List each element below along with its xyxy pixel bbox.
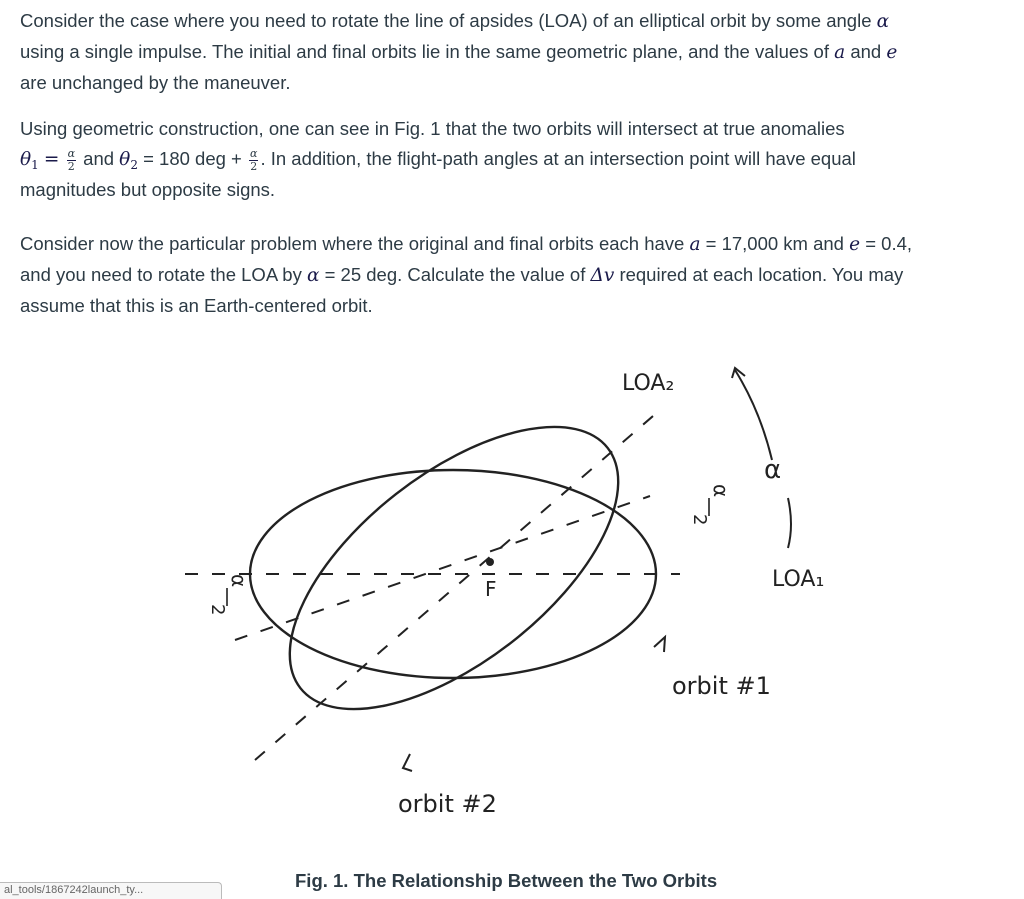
p2-sub2: 2 [130, 158, 138, 172]
p2-theta2: θ [119, 149, 131, 170]
p3-text-1: Consider now the particular problem where the original and final orbits each have [20, 233, 685, 254]
p2-frac1-num: α [67, 146, 76, 160]
half-alpha-right-num: α [709, 484, 733, 498]
p2-text-2: . In addition, the flight-path angles at an intersection point will have equal [260, 148, 856, 169]
p2-equals: = [43, 149, 60, 170]
p3-e-value: = 0.4, [865, 233, 913, 254]
half-alpha-left [207, 574, 251, 615]
paragraph-2 [20, 114, 1010, 205]
p2-frac2-den: 2 [250, 159, 258, 173]
p2-frac1-den: 2 [67, 159, 75, 173]
paragraph-3 [20, 229, 1010, 321]
orbit2-pointer-icon [403, 754, 412, 771]
p3-text-4: assume that this is an Earth-centered orbit. [20, 295, 373, 316]
p2-frac2-num: α [250, 146, 258, 160]
orbit1-label: orbit #1 [672, 672, 771, 700]
p3-a: a [689, 234, 701, 255]
half-alpha-dashed-line [235, 496, 650, 640]
p3-delta-v: Δv [590, 265, 615, 286]
p1-alpha: α [876, 11, 890, 32]
orbit1-pointer-icon [654, 637, 665, 652]
p2-text-1: Using geometric construction, one can see in Fig. 1 that the two orbits will intersect at true anomalies [20, 118, 845, 139]
p3-a-value: = 17,000 km and [705, 233, 844, 254]
loa1-label: LOA₁ [772, 567, 825, 592]
orbit-figure [160, 350, 880, 830]
p3-alpha-value: = 25 deg. Calculate the value of [324, 264, 586, 285]
p1-and: and [850, 41, 882, 62]
p1-text-3: are unchanged by the maneuver. [20, 72, 291, 93]
orbit2-label: orbit #2 [398, 790, 497, 818]
focus-label: F [485, 577, 497, 601]
loa2-label: LOA₂ [622, 371, 675, 396]
p2-text-3: magnitudes but opposite signs. [20, 179, 276, 200]
half-alpha-left-den: 2 [207, 604, 228, 616]
p2-and: and [83, 148, 115, 169]
paragraph-1 [20, 6, 1010, 98]
half-alpha-right [689, 484, 733, 525]
p1-e: e [886, 42, 898, 63]
figure-caption: Fig. 1. The Relationship Between the Two Orbits [295, 870, 718, 891]
half-alpha-left-num: α [227, 574, 251, 588]
orbit-2-ellipse [242, 374, 665, 762]
focus-point [486, 558, 494, 566]
half-alpha-right-den: 2 [689, 514, 710, 526]
alpha-arc-lower [788, 498, 791, 548]
p1-text-1: Consider the case where you need to rotate the line of apsides (LOA) of an elliptical orbit by some angle [20, 10, 872, 31]
p3-text-3: required at each location. You may [619, 264, 904, 285]
p2-fraction-2 [249, 148, 258, 173]
p2-fraction-1 [67, 148, 76, 173]
status-bar-url: al_tools/1867242launch_ty... [0, 882, 222, 899]
p2-equals-180: = 180 deg + [143, 148, 242, 169]
p3-text-2: and you need to rotate the LOA by [20, 264, 302, 285]
loa2-dashed-line [255, 410, 660, 760]
p2-theta1: θ [20, 149, 32, 170]
p3-e: e [849, 234, 861, 255]
p1-text-2: using a single impulse. The initial and final orbits lie in the same geometric plane, and the values of [20, 41, 829, 62]
alpha-label: α [764, 455, 782, 485]
alpha-arc-upper [735, 370, 772, 460]
p1-a: a [834, 42, 846, 63]
p3-alpha: α [306, 265, 320, 286]
p2-sub1: 1 [31, 158, 39, 172]
